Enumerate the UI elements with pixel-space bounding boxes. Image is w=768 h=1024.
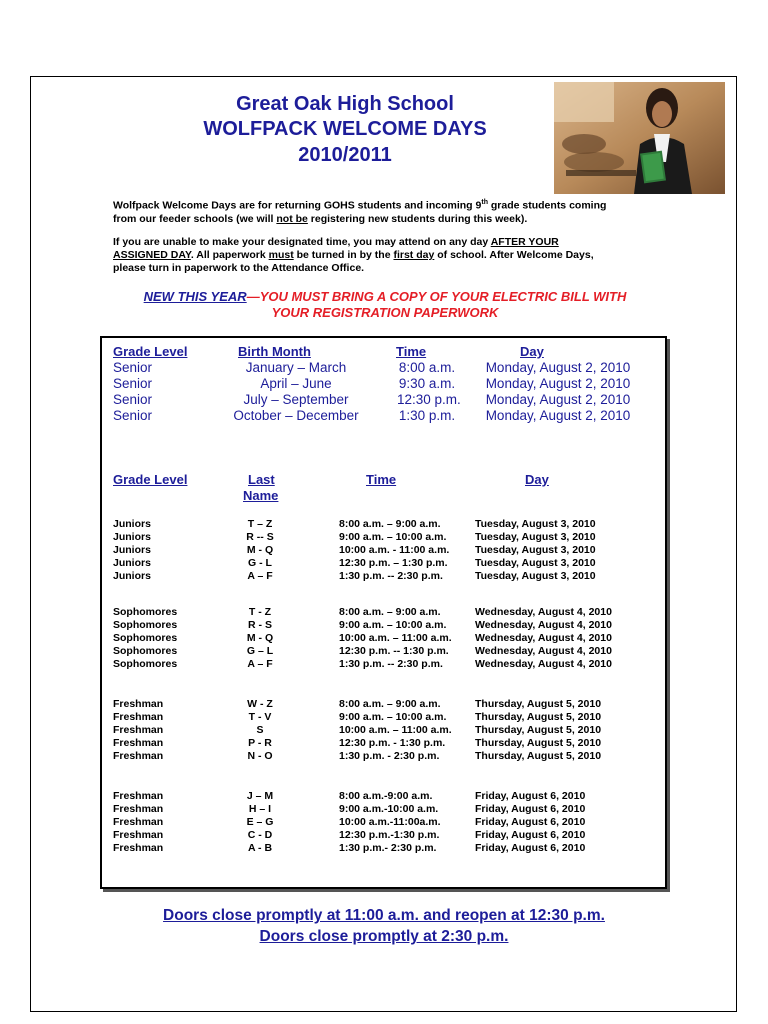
group-0-row-3-col-2: 12:30 p.m. – 1:30 p.m. <box>339 557 448 569</box>
senior-header-grade: Grade Level <box>113 344 188 359</box>
senior-row-0-col-3: Monday, August 2, 2010 <box>485 360 631 375</box>
group-1-row-2-col-2: 10:00 a.m. – 11:00 a.m. <box>339 632 452 644</box>
group-2-row-3-col-1: P - R <box>248 737 272 749</box>
footer-line-1: Doors close promptly at 11:00 a.m. and reopen at 12:30 p.m. <box>163 907 605 924</box>
senior-row-1-col-3: Monday, August 2, 2010 <box>485 376 631 391</box>
senior-row-1-col-1: April – June <box>260 376 332 391</box>
group-2-row-4-col-2: 1:30 p.m. - 2:30 p.m. <box>339 750 440 762</box>
group-3-row-1-col-2: 9:00 a.m.-10:00 a.m. <box>339 803 439 815</box>
group-3-row-0-col-0: Freshman <box>113 790 164 802</box>
group-2-row-0-col-1: W - Z <box>247 698 273 710</box>
group-0-row-4-col-1: A – F <box>247 570 273 582</box>
senior-row-1-col-2: 9:30 a.m. <box>398 376 456 391</box>
group-2-row-4-col-0: Freshman <box>113 750 164 762</box>
group-1-row-0-col-3: Wednesday, August 4, 2010 <box>475 606 612 618</box>
group-1-row-4-col-3: Wednesday, August 4, 2010 <box>475 658 612 670</box>
group-3-row-1-col-0: Freshman <box>113 803 164 815</box>
group-3-row-0-col-1: J – M <box>246 790 274 802</box>
group-1-row-3-col-0: Sophomores <box>113 645 178 657</box>
group-3-row-1-col-1: H – I <box>248 803 272 815</box>
group-1-row-1-col-2: 9:00 a.m. – 10:00 a.m. <box>339 619 447 631</box>
senior-row-1-col-0: Senior <box>113 376 153 391</box>
header-grade-level: Grade Level <box>113 472 188 487</box>
senior-row-2-col-2: 12:30 p.m. <box>397 392 461 407</box>
senior-row-0-col-2: 8:00 a.m. <box>398 360 456 375</box>
group-2-row-3-col-0: Freshman <box>113 737 164 749</box>
group-0-row-2-col-0: Juniors <box>113 544 151 556</box>
intro-paragraph-2: If you are unable to make your designated time, you may attend on any day AFTER YOUR ASSIGNED DAY. All paperwork must be turned in by the first day of school. After Welcome Days, please turn in paperwork to the Attendance Office. <box>113 236 594 274</box>
group-3-row-3-col-1: C - D <box>247 829 273 841</box>
group-3-row-3-col-0: Freshman <box>113 829 164 841</box>
student-photo <box>554 82 725 194</box>
group-1-row-3-col-3: Wednesday, August 4, 2010 <box>475 645 612 657</box>
group-1-row-3-col-2: 12:30 p.m. -- 1:30 p.m. <box>339 645 449 657</box>
intro-paragraph-1: Wolfpack Welcome Days are for returning GOHS students and incoming 9th grade students coming from our feeder schools (we will not be registering new students during this week). <box>113 199 607 225</box>
header-name: Name <box>243 488 279 503</box>
group-3-row-2-col-0: Freshman <box>113 816 164 828</box>
group-2-row-4-col-3: Thursday, August 5, 2010 <box>475 750 602 762</box>
senior-row-3-col-2: 1:30 p.m. <box>398 408 456 423</box>
group-2-row-0-col-3: Thursday, August 5, 2010 <box>475 698 602 710</box>
senior-row-3-col-1: October – December <box>233 408 359 423</box>
senior-row-2-col-1: July – September <box>243 392 349 407</box>
group-0-row-4-col-2: 1:30 p.m. -- 2:30 p.m. <box>339 570 443 582</box>
group-0-row-2-col-1: M - Q <box>246 544 274 556</box>
group-2-row-3-col-3: Thursday, August 5, 2010 <box>475 737 602 749</box>
group-1-row-0-col-2: 8:00 a.m. – 9:00 a.m. <box>339 606 441 618</box>
group-1-row-1-col-0: Sophomores <box>113 619 178 631</box>
group-3-row-1-col-3: Friday, August 6, 2010 <box>475 803 586 815</box>
group-2-row-1-col-2: 9:00 a.m. – 10:00 a.m. <box>339 711 447 723</box>
group-2-row-0-col-0: Freshman <box>113 698 164 710</box>
header-time: Time <box>366 472 397 487</box>
header-last: Last <box>248 472 275 487</box>
group-0-row-3-col-3: Tuesday, August 3, 2010 <box>475 557 596 569</box>
group-2-row-2-col-2: 10:00 a.m. – 11:00 a.m. <box>339 724 452 736</box>
group-2-row-3-col-2: 12:30 p.m. - 1:30 p.m. <box>339 737 446 749</box>
group-0-row-3-col-1: G - L <box>248 557 272 569</box>
group-0-row-3-col-0: Juniors <box>113 557 151 569</box>
group-3-row-4-col-3: Friday, August 6, 2010 <box>475 842 586 854</box>
senior-row-0-col-1: January – March <box>245 360 347 375</box>
header-day: Day <box>525 472 549 487</box>
event-title: WOLFPACK WELCOME DAYS <box>203 118 487 140</box>
group-1-row-2-col-3: Wednesday, August 4, 2010 <box>475 632 612 644</box>
electric-bill-notice: NEW THIS YEAR—YOU MUST BRING A COPY OF YOUR ELECTRIC BILL WITH YOUR REGISTRATION PAPERWORK <box>143 289 627 320</box>
group-1-row-3-col-1: G – L <box>246 645 274 657</box>
group-2-row-0-col-2: 8:00 a.m. – 9:00 a.m. <box>339 698 441 710</box>
group-1-row-0-col-0: Sophomores <box>113 606 178 618</box>
group-2-row-4-col-1: N - O <box>247 750 273 762</box>
group-3-row-3-col-2: 12:30 p.m.-1:30 p.m. <box>339 829 440 841</box>
school-year: 2010/2011 <box>298 144 392 166</box>
group-0-row-2-col-3: Tuesday, August 3, 2010 <box>475 544 596 556</box>
group-0-row-4-col-0: Juniors <box>113 570 151 582</box>
group-1-row-1-col-3: Wednesday, August 4, 2010 <box>475 619 612 631</box>
group-2-row-2-col-3: Thursday, August 5, 2010 <box>475 724 602 736</box>
group-0-row-0-col-2: 8:00 a.m. – 9:00 a.m. <box>339 518 441 530</box>
group-0-row-1-col-2: 9:00 a.m. – 10:00 a.m. <box>339 531 447 543</box>
senior-row-3-col-0: Senior <box>113 408 153 423</box>
group-0-row-1-col-3: Tuesday, August 3, 2010 <box>475 531 596 543</box>
group-0-row-0-col-1: T – Z <box>247 518 273 530</box>
senior-row-2-col-3: Monday, August 2, 2010 <box>485 392 631 407</box>
group-0-row-1-col-1: R -- S <box>246 531 274 543</box>
footer-line-2: Doors close promptly at 2:30 p.m. <box>259 928 509 945</box>
group-0-row-1-col-0: Juniors <box>113 531 151 543</box>
group-2-row-1-col-1: T - V <box>248 711 272 723</box>
group-0-row-0-col-3: Tuesday, August 3, 2010 <box>475 518 596 530</box>
group-2-row-1-col-3: Thursday, August 5, 2010 <box>475 711 602 723</box>
senior-header-time: Time <box>396 344 427 359</box>
senior-header-day: Day <box>520 344 544 359</box>
group-2-row-2-col-1: S <box>256 724 264 736</box>
schedule-box <box>100 336 667 889</box>
group-3-row-4-col-0: Freshman <box>113 842 164 854</box>
notice-lead: NEW THIS YEAR <box>143 289 247 304</box>
school-name: Great Oak High School <box>236 93 454 115</box>
group-1-row-0-col-1: T - Z <box>248 606 272 618</box>
group-1-row-1-col-1: R - S <box>248 619 272 631</box>
senior-header-birth-month: Birth Month <box>238 344 311 359</box>
group-3-row-0-col-2: 8:00 a.m.-9:00 a.m. <box>339 790 433 802</box>
group-1-row-4-col-1: A – F <box>247 658 273 670</box>
senior-row-2-col-0: Senior <box>113 392 153 407</box>
group-3-row-4-col-2: 1:30 p.m.- 2:30 p.m. <box>339 842 437 854</box>
group-3-row-2-col-2: 10:00 a.m.-11:00a.m. <box>339 816 441 828</box>
group-3-row-2-col-1: E – G <box>246 816 274 828</box>
group-1-row-2-col-0: Sophomores <box>113 632 178 644</box>
group-3-row-3-col-3: Friday, August 6, 2010 <box>475 829 586 841</box>
group-1-row-4-col-2: 1:30 p.m. -- 2:30 p.m. <box>339 658 443 670</box>
senior-row-3-col-3: Monday, August 2, 2010 <box>485 408 631 423</box>
group-3-row-0-col-3: Friday, August 6, 2010 <box>475 790 586 802</box>
group-1-row-2-col-1: M - Q <box>246 632 274 644</box>
group-0-row-0-col-0: Juniors <box>113 518 151 530</box>
group-1-row-4-col-0: Sophomores <box>113 658 178 670</box>
senior-row-0-col-0: Senior <box>113 360 153 375</box>
group-2-row-2-col-0: Freshman <box>113 724 164 736</box>
group-3-row-4-col-1: A - B <box>247 842 273 854</box>
group-0-row-2-col-2: 10:00 a.m. - 11:00 a.m. <box>339 544 450 556</box>
group-2-row-1-col-0: Freshman <box>113 711 164 723</box>
group-3-row-2-col-3: Friday, August 6, 2010 <box>475 816 586 828</box>
group-0-row-4-col-3: Tuesday, August 3, 2010 <box>475 570 596 582</box>
